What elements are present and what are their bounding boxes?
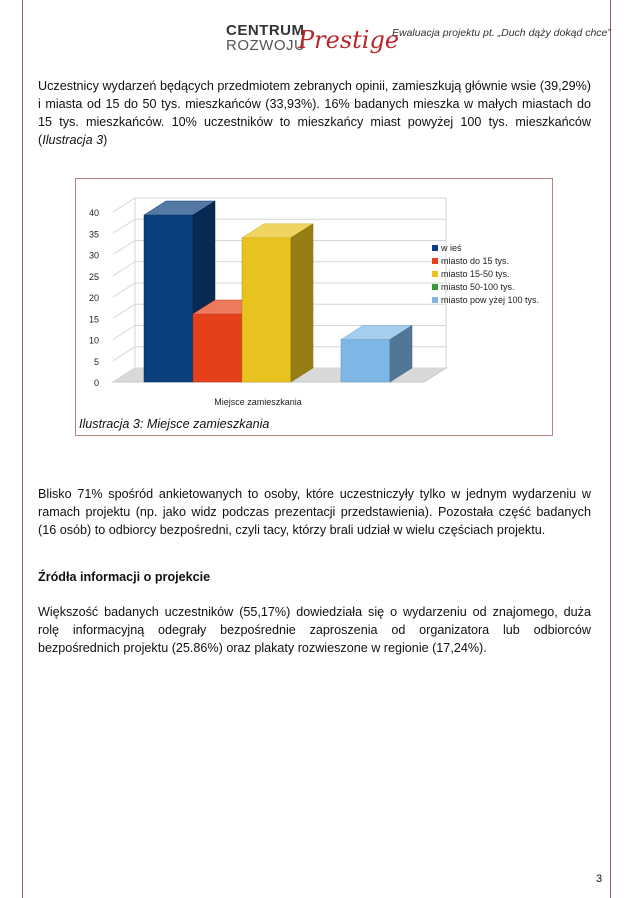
legend-label-0: w ieś xyxy=(441,243,462,253)
y-tick-label: 15 xyxy=(88,314,99,325)
gridline-diagonal xyxy=(113,326,135,340)
legend-swatch-2 xyxy=(432,271,438,277)
y-tick-label: 20 xyxy=(88,293,99,303)
page-border-right xyxy=(610,0,611,898)
bar-0 xyxy=(144,215,193,382)
y-tick-label: 0 xyxy=(93,378,99,388)
gridline-diagonal xyxy=(113,262,135,276)
paragraph-residence-text: Uczestnicy wydarzeń będących przedmiotem zebranych opinii, zamieszkują głównie wsie (39,29%) i miasta od 15 do 50 tys. mieszkańców (33,93%). 16% badanych mieszka w małych miastach do 15 tys. mieszkańców. 10% uczestników to mieszkańcy miast powyżej 100 tys. mieszkańców ( xyxy=(38,79,591,147)
chart-caption: Ilustracja 3: Miejsce zamieszkania xyxy=(79,417,270,431)
logo xyxy=(226,22,400,62)
legend-label-3: miasto 50-100 tys. xyxy=(441,282,515,292)
page-number: 3 xyxy=(596,873,603,885)
paragraph-information-sources: Większość badanych uczestników (55,17%) dowiedziała się o wydarzeniu od znajomego, duża rolę informacyjną odegrały bezpośrednie zaproszenia od organizatora lub odbiorców bezpośrednich projektu (25.86%) oraz plakaty rozwieszone w regionie (17,24%). xyxy=(38,605,591,655)
y-tick-label: 30 xyxy=(88,250,99,261)
illustration-reference: Ilustracja 3 xyxy=(42,133,104,147)
gridline-diagonal xyxy=(113,241,135,255)
gridline-diagonal xyxy=(113,219,135,233)
legend-label-2: miasto 15-50 tys. xyxy=(441,269,510,279)
logo-line2: ROZWOJU xyxy=(226,37,306,54)
logo-line1: CENTRUM xyxy=(226,22,305,39)
page-border-left xyxy=(22,0,23,898)
logo-script: Prestige xyxy=(298,26,400,54)
legend-swatch-4 xyxy=(432,297,438,303)
paragraph-residence xyxy=(38,77,591,149)
bar-1 xyxy=(193,314,242,382)
paragraph-participation: Blisko 71% spośród ankietowanych to osoby, które uczestniczyły tylko w jednym wydarzeniu w ramach projektu (np. jako widz podczas prezentacji przedstawienia). Pozostała część badanych (16 osób) to odbiorcy bezpośredni, czyli tacy, którzy brali udział w wielu częściach projektu. xyxy=(38,487,591,537)
gridline-diagonal xyxy=(113,304,135,318)
paragraph-residence-end: ) xyxy=(103,133,108,147)
y-tick-label: 25 xyxy=(88,271,99,282)
gridline-diagonal xyxy=(113,283,135,297)
y-tick-label: 10 xyxy=(88,335,99,346)
bar-2 xyxy=(242,238,291,382)
gridline-diagonal xyxy=(113,347,135,361)
y-tick-label: 5 xyxy=(93,356,99,367)
legend-label-4: miasto pow yżej 100 tys. xyxy=(441,295,540,305)
legend-swatch-0 xyxy=(432,245,438,251)
residence-chart xyxy=(76,179,552,435)
chart-frame xyxy=(75,178,553,436)
header-title: Ewaluacja projektu pt. „Duch dąży dokąd chce” xyxy=(392,27,611,39)
bar-4 xyxy=(341,340,390,383)
legend-swatch-3 xyxy=(432,284,438,290)
y-tick-label: 35 xyxy=(88,229,99,240)
section-heading: Źródła informacji o projekcie xyxy=(38,570,211,584)
x-axis-label: Miejsce zamieszkania xyxy=(214,397,302,407)
y-tick-label: 40 xyxy=(88,208,99,218)
gridline-diagonal xyxy=(113,198,135,212)
legend-swatch-1 xyxy=(432,258,438,264)
bar-side-2 xyxy=(291,224,313,382)
legend-label-1: miasto do 15 tys. xyxy=(441,256,510,266)
